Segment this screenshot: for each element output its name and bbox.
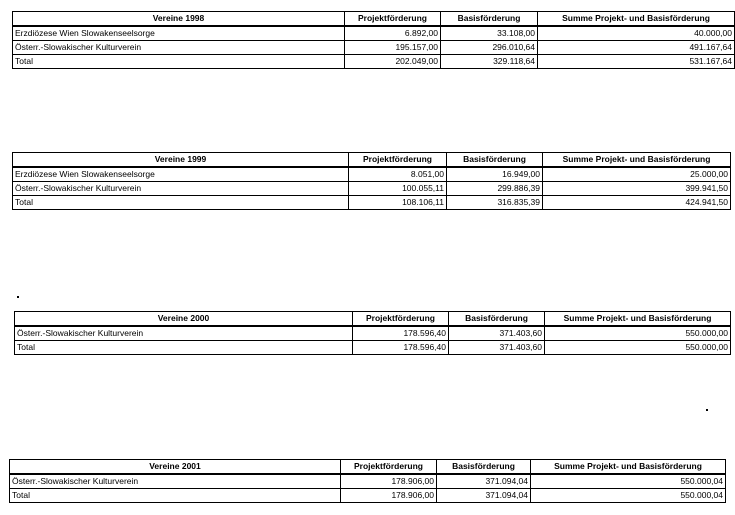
cell-summe: 550.000,04 <box>531 489 726 503</box>
table-row <box>10 474 726 489</box>
cell-basis: 371.403,60 <box>449 341 545 355</box>
col-header-summe: Summe Projekt- und Basisförderung <box>543 153 731 168</box>
cell-summe: 424.941,50 <box>543 196 731 210</box>
table-header-row <box>13 153 731 168</box>
table-row <box>13 182 731 196</box>
table-title: Vereine 2001 <box>10 460 341 475</box>
cell-summe: 550.000,04 <box>531 474 726 489</box>
table-vereine-2001 <box>9 459 726 503</box>
table-title: Vereine 1998 <box>13 12 345 27</box>
cell-projekt: 6.892,00 <box>345 26 441 41</box>
table-header-row <box>15 312 731 327</box>
cell-basis: 329.118,64 <box>441 55 538 69</box>
col-header-summe: Summe Projekt- und Basisförderung <box>538 12 735 27</box>
cell-basis: 33.108,00 <box>441 26 538 41</box>
cell-projekt: 108.106,11 <box>349 196 447 210</box>
table-header-row <box>10 460 726 475</box>
scan-speck <box>706 409 708 411</box>
cell-basis: 296.010,64 <box>441 41 538 55</box>
cell-basis: 371.094,04 <box>437 489 531 503</box>
table-row <box>13 26 735 41</box>
cell-summe: 491.167,64 <box>538 41 735 55</box>
table-total-row <box>13 196 731 210</box>
row-name: Total <box>10 489 341 503</box>
cell-summe: 531.167,64 <box>538 55 735 69</box>
table-vereine-2000 <box>14 311 731 355</box>
table-total-row <box>15 341 731 355</box>
cell-projekt: 195.157,00 <box>345 41 441 55</box>
row-name: Erzdiözese Wien Slowakenseelsorge <box>13 26 345 41</box>
cell-basis: 16.949,00 <box>447 167 543 182</box>
col-header-projektfoerderung: Projektförderung <box>353 312 449 327</box>
cell-projekt: 178.906,00 <box>341 489 437 503</box>
row-name: Österr.-Slowakischer Kulturverein <box>10 474 341 489</box>
cell-basis: 299.886,39 <box>447 182 543 196</box>
row-name: Österr.-Slowakischer Kulturverein <box>13 41 345 55</box>
col-header-basisfoerderung: Basisförderung <box>447 153 543 168</box>
cell-projekt: 100.055,11 <box>349 182 447 196</box>
table-row <box>13 41 735 55</box>
col-header-summe: Summe Projekt- und Basisförderung <box>545 312 731 327</box>
cell-summe: 550.000,00 <box>545 326 731 341</box>
row-name: Total <box>13 55 345 69</box>
cell-projekt: 178.596,40 <box>353 341 449 355</box>
table-total-row <box>13 55 735 69</box>
cell-summe: 550.000,00 <box>545 341 731 355</box>
cell-projekt: 202.049,00 <box>345 55 441 69</box>
scan-speck <box>17 296 19 298</box>
col-header-projektfoerderung: Projektförderung <box>349 153 447 168</box>
row-name: Total <box>13 196 349 210</box>
cell-projekt: 8.051,00 <box>349 167 447 182</box>
col-header-basisfoerderung: Basisförderung <box>437 460 531 475</box>
cell-basis: 316.835,39 <box>447 196 543 210</box>
cell-summe: 399.941,50 <box>543 182 731 196</box>
col-header-summe: Summe Projekt- und Basisförderung <box>531 460 726 475</box>
col-header-projektfoerderung: Projektförderung <box>345 12 441 27</box>
table-row <box>15 326 731 341</box>
table-header-row <box>13 12 735 27</box>
row-name: Total <box>15 341 353 355</box>
col-header-projektfoerderung: Projektförderung <box>341 460 437 475</box>
col-header-basisfoerderung: Basisförderung <box>441 12 538 27</box>
table-row <box>13 167 731 182</box>
row-name: Österr.-Slowakischer Kulturverein <box>13 182 349 196</box>
cell-projekt: 178.906,00 <box>341 474 437 489</box>
table-total-row <box>10 489 726 503</box>
cell-basis: 371.094,04 <box>437 474 531 489</box>
col-header-basisfoerderung: Basisförderung <box>449 312 545 327</box>
row-name: Österr.-Slowakischer Kulturverein <box>15 326 353 341</box>
table-title: Vereine 2000 <box>15 312 353 327</box>
cell-projekt: 178.596,40 <box>353 326 449 341</box>
cell-summe: 40.000,00 <box>538 26 735 41</box>
cell-summe: 25.000,00 <box>543 167 731 182</box>
table-vereine-1998 <box>12 11 735 69</box>
row-name: Erzdiözese Wien Slowakenseelsorge <box>13 167 349 182</box>
table-title: Vereine 1999 <box>13 153 349 168</box>
cell-basis: 371.403,60 <box>449 326 545 341</box>
table-vereine-1999 <box>12 152 731 210</box>
